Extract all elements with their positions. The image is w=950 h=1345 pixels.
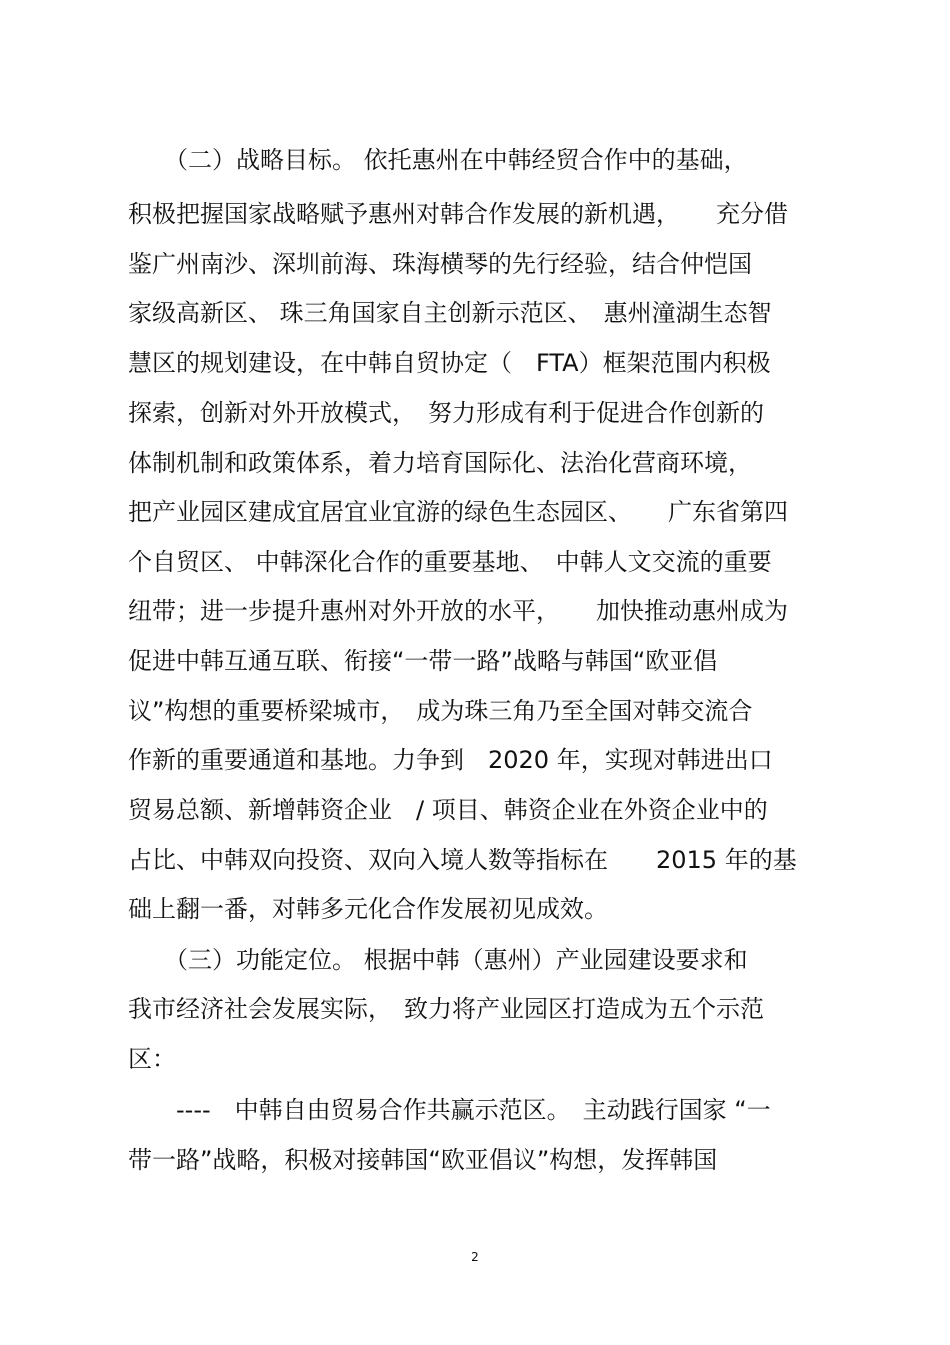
text-line: 我市经济社会发展实际， 致力将产业园区打造成为五个示范 bbox=[128, 995, 764, 1023]
text-line: 议”构想的重要桥梁城市， 成为珠三角乃至全国对韩交流合 bbox=[128, 697, 753, 725]
text-line: 作新的重要通道和基地。力争到 2020 年，实现对韩进出口 bbox=[128, 746, 773, 774]
text-line: ---- 中韩自由贸易合作共赢示范区。 主动践行国家 “一 bbox=[128, 1096, 771, 1124]
text-line: 础上翻一番，对韩多元化合作发展初见成效。 bbox=[128, 895, 608, 923]
text-line: 促进中韩互通互联、衔接“一带一路”战略与韩国“欧亚倡 bbox=[128, 647, 718, 675]
text-line: 区： bbox=[128, 1045, 176, 1073]
text-line: 慧区的规划建设，在中韩自贸协定（ FTA）框架范围内积极 bbox=[128, 349, 771, 377]
text-line: 带一路”战略，积极对接韩国“欧亚倡议”构想，发挥韩国 bbox=[128, 1146, 718, 1174]
text-line: 贸易总额、新增韩资企业 / 项目、韩资企业在外资企业中的 bbox=[128, 796, 768, 824]
text-line: （三）功能定位。 根据中韩（惠州）产业园建设要求和 bbox=[128, 946, 748, 974]
text-line: 体制机制和政策体系，着力培育国际化、法治化营商环境， bbox=[128, 449, 752, 477]
text-line: 探索，创新对外开放模式， 努力形成有利于促进合作创新的 bbox=[128, 399, 764, 427]
text-line: （二）战略目标。 依托惠州在中韩经贸合作中的基础， bbox=[128, 146, 748, 174]
text-line: 纽带；进一步提升惠州对外开放的水平， 加快推动惠州成为 bbox=[128, 597, 788, 625]
text-line: 占比、中韩双向投资、双向入境人数等指标在 2015 年的基 bbox=[128, 846, 797, 874]
text-line: 家级高新区、 珠三角国家自主创新示范区、 惠州潼湖生态智 bbox=[128, 299, 772, 327]
text-line: 鉴广州南沙、深圳前海、珠海横琴的先行经验，结合仲恺国 bbox=[128, 250, 752, 278]
text-line: 个自贸区、 中韩深化合作的重要基地、 中韩人文交流的重要 bbox=[128, 548, 772, 576]
text-line: 把产业园区建成宜居宜业宜游的绿色生态园区、 广东省第四 bbox=[128, 498, 788, 526]
text-line: 积极把握国家战略赋予惠州对韩合作发展的新机遇， 充分借 bbox=[128, 200, 788, 228]
page-number: 2 bbox=[471, 1250, 479, 1264]
